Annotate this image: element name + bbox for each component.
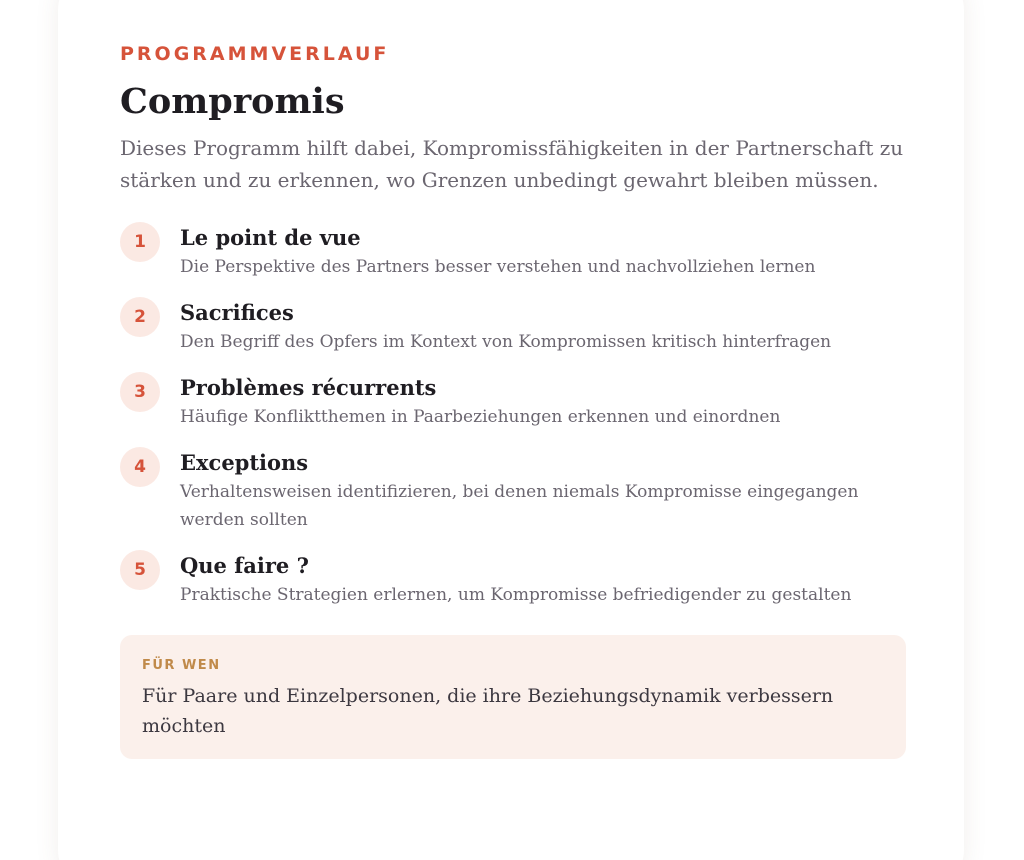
- step-title: Le point de vue: [180, 225, 361, 250]
- program-intro: Dieses Programm hilft dabei, Kompromissfähigkeiten in der Partnerschaft zu stärken und zu erkennen, wo Grenzen unbedingt gewahrt bleiben müssen.: [120, 136, 904, 192]
- step-description: Die Perspektive des Partners besser verstehen und nachvollziehen lernen: [180, 257, 816, 277]
- step-number-badge: 3: [120, 372, 160, 412]
- step-title: Sacrifices: [180, 300, 294, 325]
- step-number-badge: 2: [120, 297, 160, 337]
- program-card-content: [120, 40, 906, 759]
- step-number-badge: 4: [120, 447, 160, 487]
- target-audience-label: FÜR WEN: [142, 658, 221, 673]
- target-audience-box: [120, 635, 906, 759]
- step-description: Den Begriff des Opfers im Kontext von Kompromissen kritisch hinterfragen: [180, 332, 832, 352]
- step-description: Häufige Konfliktthemen in Paarbeziehungen erkennen und einordnen: [180, 407, 781, 427]
- step-description: Verhaltensweisen identifizieren, bei denen niemals Kompromisse eingegangen werden sollten: [180, 482, 859, 530]
- program-card: [58, 0, 964, 860]
- step-description: Praktische Strategien erlernen, um Kompromisse befriedigender zu gestalten: [180, 585, 852, 605]
- program-steps-list: [120, 222, 906, 609]
- program-step-4: [120, 447, 906, 534]
- program-step-3: [120, 372, 906, 431]
- step-title: Exceptions: [180, 450, 309, 475]
- step-number-badge: 1: [120, 222, 160, 262]
- target-audience-text: Für Paare und Einzelpersonen, die ihre Beziehungsdynamik verbessern möchten: [142, 685, 834, 737]
- step-title: Que faire ?: [180, 553, 309, 578]
- step-number-badge: 5: [120, 550, 160, 590]
- program-step-1: [120, 222, 906, 281]
- section-eyebrow: PROGRAMMVERLAUF: [120, 43, 390, 65]
- step-title: Problèmes récurrents: [180, 375, 437, 400]
- program-step-5: [120, 550, 906, 609]
- program-title: Compromis: [120, 81, 345, 122]
- program-step-2: [120, 297, 906, 356]
